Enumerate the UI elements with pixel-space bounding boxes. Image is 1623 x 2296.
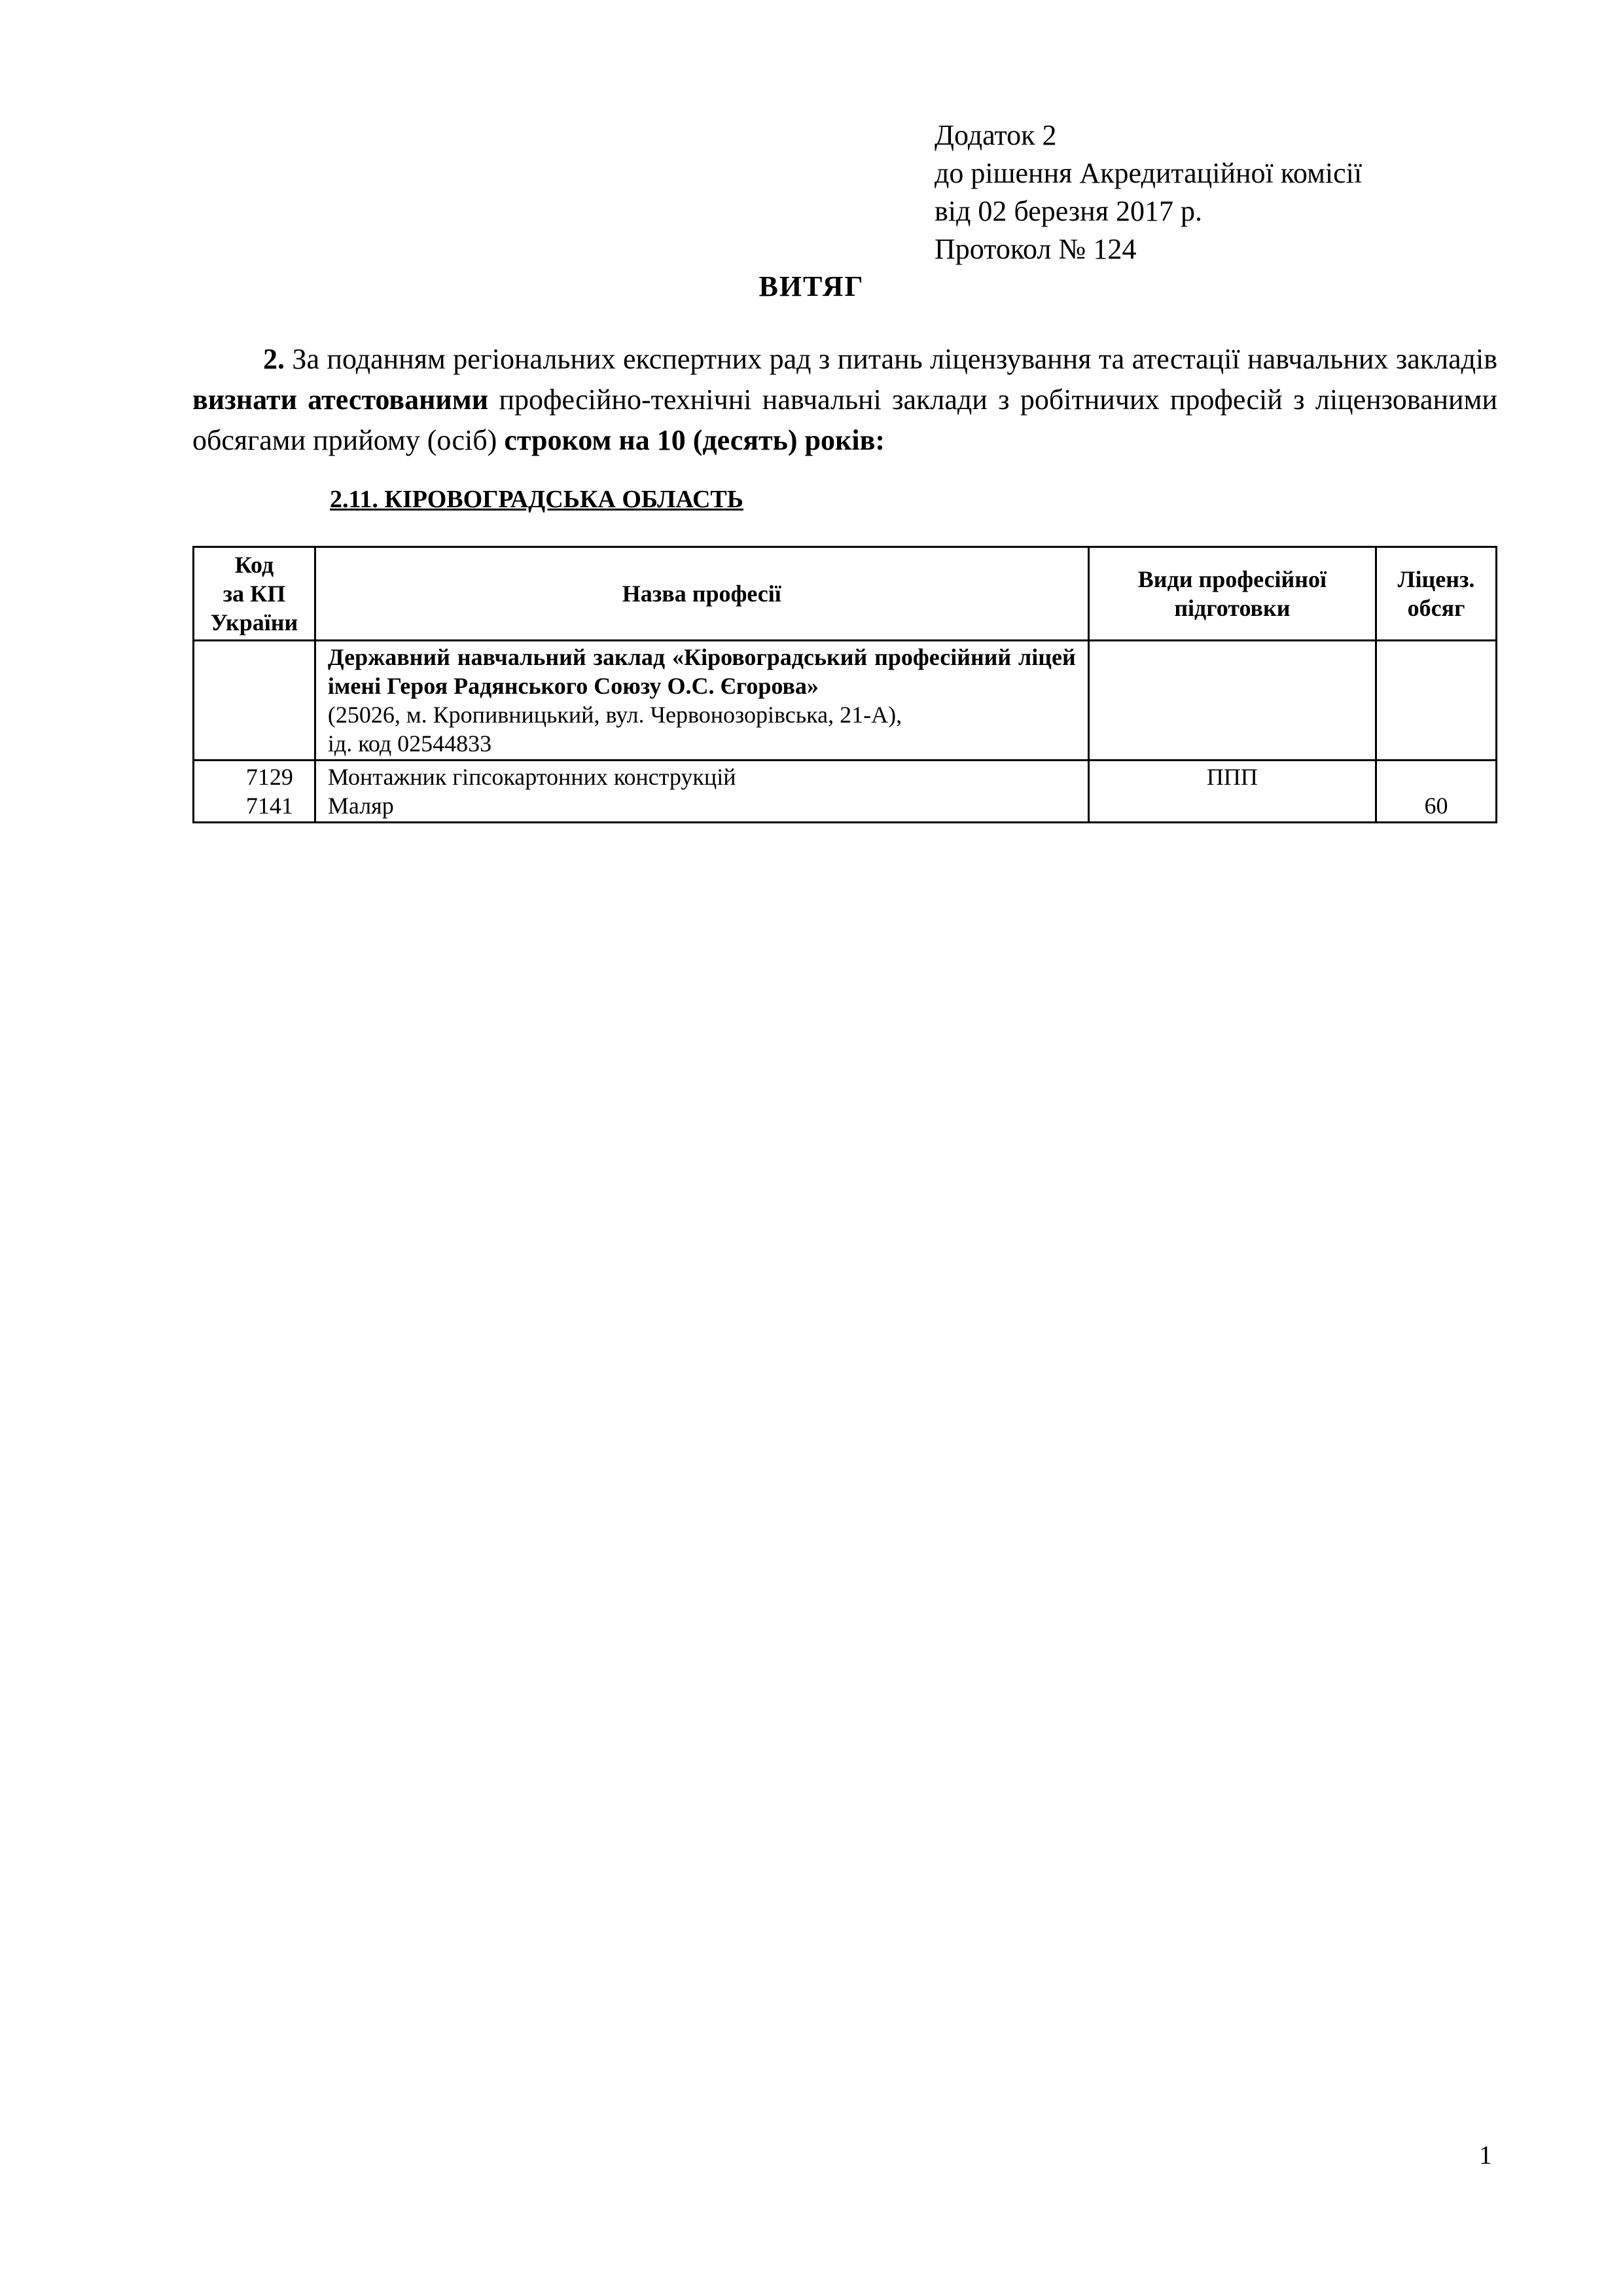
header-code-line-1: Код [234, 552, 274, 578]
profession-code-1: 7129 [245, 764, 293, 790]
institution-name: Державний навчальний заклад «Кіровоградський професійний ліцей імені Героя Радянського Союзу О.С. Єгорова» [327, 644, 1076, 699]
intro-bold-2: строком на 10 (десять) років: [504, 424, 885, 456]
licensed-volume-cell [1376, 761, 1497, 823]
annex-line-2: до рішення Акредитаційної комісії [935, 157, 1363, 189]
institution-code-cell [194, 641, 315, 761]
annex-line-4: Протокол № 124 [935, 233, 1137, 265]
header-kind-line-2: підготовки [1174, 595, 1291, 621]
training-kind-cell [1088, 761, 1376, 823]
header-volume [1376, 547, 1497, 641]
intro-text-2: професійно-технічні навчальні заклади з робітничих професій з ліцензованими обсягами прийому (осіб) [192, 384, 1497, 456]
professions-table [192, 546, 1497, 823]
profession-codes-cell [194, 761, 315, 823]
licensed-volume: 60 [1424, 793, 1448, 819]
table-header-row [194, 547, 1497, 641]
header-volume-line-2: обсяг [1407, 595, 1465, 621]
table-row [194, 761, 1497, 823]
profession-code-2: 7141 [245, 793, 293, 819]
annex-block [935, 117, 1362, 268]
institution-cell [315, 641, 1088, 761]
intro-bold-1: визнати атестованими [192, 384, 489, 416]
page-number: 1 [1479, 2140, 1492, 2170]
header-code-line-2: за КП [223, 581, 286, 607]
header-volume-line-1: Ліценз. [1397, 566, 1475, 592]
intro-text-1: За поданням регіональних експертних рад з питань ліцензування та атестації навчальних закладів [285, 343, 1497, 375]
intro-paragraph [192, 339, 1497, 461]
profession-name-1: Монтажник гіпсокартонних конструкцій [327, 764, 736, 790]
institution-kind-cell [1088, 641, 1376, 761]
header-kind [1088, 547, 1376, 641]
institution-id-code: ід. код 02544833 [327, 730, 492, 757]
training-kind: ППП [1206, 764, 1258, 790]
header-kind-line-1: Види професійної [1137, 566, 1327, 592]
document-title: ВИТЯГ [758, 270, 865, 302]
header-code-line-3: України [210, 609, 298, 636]
institution-address: (25026, м. Кропивницький, вул. Червонозорівська, 21-А), [327, 702, 902, 728]
institution-row [194, 641, 1497, 761]
header-name: Назва професії [315, 547, 1088, 641]
profession-names-cell [315, 761, 1088, 823]
intro-number: 2. [263, 343, 285, 375]
institution-volume-cell [1376, 641, 1497, 761]
section-title: 2.11. КІРОВОГРАДСЬКА ОБЛАСТЬ [330, 486, 743, 513]
profession-name-2: Маляр [327, 793, 394, 819]
annex-line-3: від 02 березня 2017 р. [935, 195, 1202, 227]
header-code [194, 547, 315, 641]
annex-line-1: Додаток 2 [935, 119, 1057, 151]
